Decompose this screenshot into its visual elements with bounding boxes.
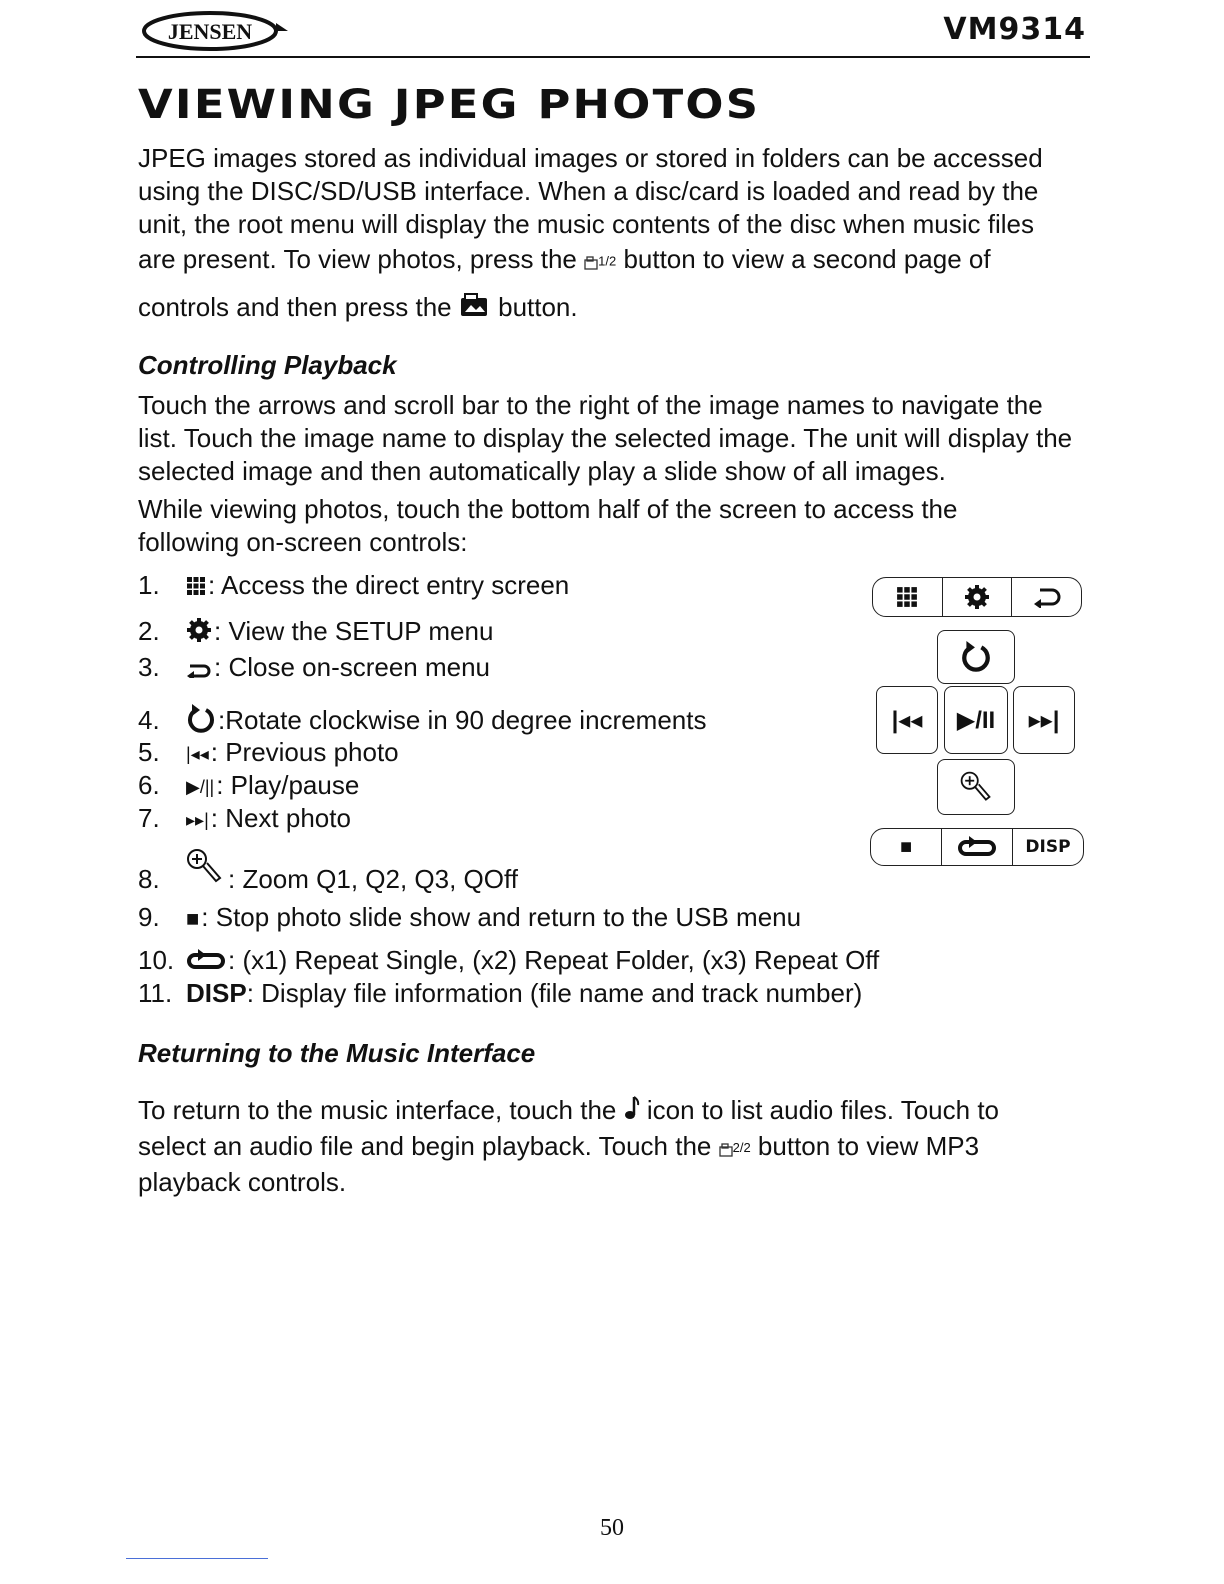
panel-disp-button[interactable]: DISP bbox=[1025, 837, 1071, 857]
play-pause-icon: ▶/II bbox=[956, 706, 996, 734]
list-item: 3. : Close on-screen menu bbox=[138, 652, 490, 684]
intro-line: using the DISC/SD/USB interface. When a disc/card is loaded and read by the bbox=[138, 176, 1039, 206]
music-note-icon bbox=[624, 1095, 640, 1129]
panel-next-button[interactable] bbox=[1013, 686, 1075, 754]
rotate-icon bbox=[186, 704, 216, 740]
page-toggle-icon bbox=[719, 1131, 733, 1165]
svg-text:JENSEN: JENSEN bbox=[167, 19, 253, 44]
return-line: To return to the music interface, touch the icon to list audio files. Touch to bbox=[138, 1093, 1088, 1129]
list-item: 9. ■: Stop photo slide show and return to the USB menu bbox=[138, 902, 801, 934]
list-item: 1. : Access the direct entry screen bbox=[138, 570, 569, 602]
play-pause-icon: ▶/|| bbox=[186, 777, 215, 798]
previous-icon: |◂◂ bbox=[186, 744, 209, 765]
model-number: VM9314 bbox=[943, 12, 1086, 47]
next-icon: ▸▸| bbox=[1028, 706, 1060, 734]
panel-grid-button[interactable] bbox=[873, 578, 943, 616]
grid-icon bbox=[186, 572, 206, 602]
panel-rotate-button[interactable] bbox=[937, 630, 1015, 684]
list-item: 8. : Zoom Q1, Q2, Q3, QOff bbox=[138, 848, 518, 894]
intro-paragraph bbox=[138, 142, 1088, 326]
intro-line: controls and then press the button. bbox=[138, 291, 1088, 326]
page-toggle-label: 2/2 bbox=[732, 1140, 751, 1156]
return-line: playback controls. bbox=[138, 1167, 347, 1198]
panel-top-row bbox=[872, 577, 1082, 617]
panel-previous-button[interactable] bbox=[876, 686, 938, 754]
section-heading-controlling-playback: Controlling Playback bbox=[138, 350, 397, 380]
list-item: 7. ▸▸|: Next photo bbox=[138, 803, 351, 835]
list-item: 10. : (x1) Repeat Single, (x2) Repeat Folder, (x3) Repeat Off bbox=[138, 945, 879, 977]
intro-line: JPEG images stored as individual images or stored in folders can be accessed bbox=[138, 143, 1043, 173]
repeat-icon bbox=[186, 947, 226, 977]
page-toggle-label: 1/2 bbox=[598, 253, 617, 269]
page-toggle-icon bbox=[584, 245, 598, 278]
gear-icon bbox=[186, 617, 212, 649]
list-item: 11. DISP: Display file information (file name and track number) bbox=[138, 978, 863, 1008]
page-title: VIEWING JPEG PHOTOS bbox=[138, 82, 761, 128]
return-paragraph bbox=[138, 1093, 1088, 1199]
intro-line: unit, the root menu will display the music contents of the disc when music files bbox=[138, 209, 1034, 239]
panel-setup-button[interactable] bbox=[943, 578, 1013, 616]
previous-icon: |◂◂ bbox=[891, 706, 923, 734]
list-item: 2. : View the SETUP menu bbox=[138, 616, 493, 649]
jensen-logo bbox=[140, 10, 290, 52]
section-heading-returning: Returning to the Music Interface bbox=[138, 1038, 536, 1068]
stop-icon: ■ bbox=[186, 906, 200, 932]
panel-play-pause-button[interactable] bbox=[944, 686, 1008, 754]
list-item: 4. :Rotate clockwise in 90 degree increments bbox=[138, 704, 706, 740]
footer-line bbox=[126, 1558, 268, 1559]
panel-stop-button[interactable] bbox=[871, 829, 942, 865]
header-rule bbox=[136, 56, 1090, 58]
photo-icon bbox=[459, 292, 491, 326]
return-icon bbox=[186, 654, 212, 684]
list-item: 6. ▶/||: Play/pause bbox=[138, 770, 359, 802]
stop-icon: ■ bbox=[899, 835, 913, 858]
panel-repeat-button[interactable] bbox=[942, 829, 1013, 865]
list-item: 5. |◂◂: Previous photo bbox=[138, 737, 399, 769]
intro-line: are present. To view photos, press the 1/2 button to view a second page of bbox=[138, 243, 1088, 278]
panel-close-button[interactable] bbox=[1012, 578, 1081, 616]
zoom-icon bbox=[186, 848, 226, 894]
panel-bottom-row bbox=[870, 828, 1084, 866]
controls-intro-paragraph: While viewing photos, touch the bottom half of the screen to access the following on-screen controls: bbox=[138, 494, 958, 557]
playback-paragraph: Touch the arrows and scroll bar to the right of the image names to navigate the list. Touch the image name to display the selected image. The unit will display the selected image and then automatically play a slide show of all images. bbox=[138, 390, 1073, 486]
return-line: select an audio file and begin playback. Touch the 2/2 button to view MP3 bbox=[138, 1129, 1088, 1165]
disp-label: DISP bbox=[186, 978, 247, 1008]
panel-zoom-button[interactable] bbox=[937, 759, 1015, 815]
page-number: 50 bbox=[600, 1515, 624, 1541]
next-icon: ▸▸| bbox=[186, 810, 209, 831]
